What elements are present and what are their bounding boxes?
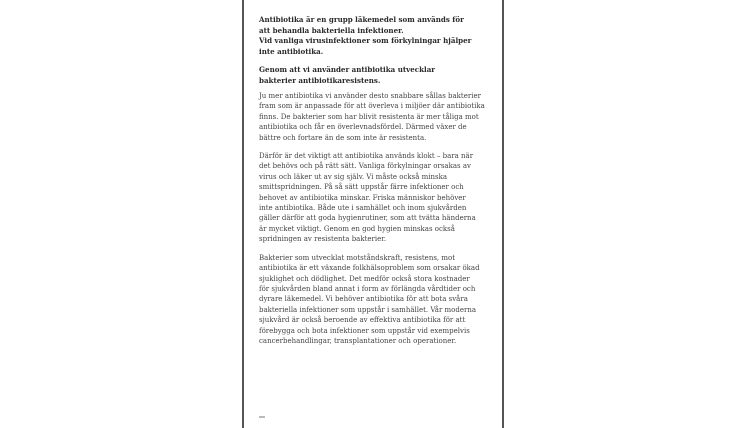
text-line: bakterier antibiotikaresistens. <box>259 75 381 85</box>
document-content <box>259 0 491 346</box>
text-line: för sjukvården bland annat i form av förlängda vårdtider och <box>259 284 476 293</box>
text-line: bättre och fortare än de som inte är resistenta. <box>259 133 427 142</box>
page-footer-mark <box>259 416 265 418</box>
document-page <box>242 0 504 428</box>
text-line: cancerbehandlingar, transplantationer och operationer. <box>259 336 457 345</box>
body-paragraph-1 <box>259 91 491 143</box>
text-line: fram som är anpassade för att överleva i miljöer där antibiotika <box>259 102 485 111</box>
text-line: är mycket viktigt. Genom en god hygien minskas också <box>259 224 455 233</box>
text-line: förebygga och bota infektioner som uppstår vid exempelvis <box>259 326 470 335</box>
text-line: Antibiotika är en grupp läkemedel som används för <box>259 15 464 24</box>
text-line: smittspridningen. På så sätt uppstår färre infektioner och <box>259 183 464 192</box>
text-line: att behandla bakteriella infektioner. <box>259 25 404 35</box>
lead-paragraph-2 <box>259 65 491 86</box>
lead-paragraph-1 <box>259 15 491 57</box>
text-line: behovet av antibiotika minskar. Friska människor behöver <box>259 193 466 202</box>
text-line: Ju mer antibiotika vi använder desto snabbare sållas bakterier <box>259 92 481 100</box>
text-line: bakteriella infektioner som uppstår i samhället. Vår moderna <box>259 305 477 314</box>
text-line: spridningen av resistenta bakterier. <box>259 235 387 244</box>
text-line: det behövs och på rätt sätt. Vanliga förkylningar orsakas av <box>259 162 471 171</box>
body-paragraph-2 <box>259 151 491 245</box>
body-paragraph-3 <box>259 253 491 347</box>
text-line: sjukvård är också beroende av effektiva antibiotika för att <box>259 316 466 325</box>
text-line: Därför är det viktigt att antibiotika används klokt – bara när <box>259 152 474 161</box>
text-line: virus och läker ut av sig själv. Vi måste också minska <box>259 172 448 181</box>
text-line: gäller därför att goda hygienrutiner, som att tvätta händerna <box>259 214 476 223</box>
text-line: Genom att vi använder antibiotika utvecklar <box>259 65 436 74</box>
text-line: Vid vanliga virusinfektioner som förkylningar hjälper <box>259 36 472 45</box>
text-line: dyrare läkemedel. Vi behöver antibiotika för att bota svåra <box>259 295 468 304</box>
text-line: antibiotika är ett växande folkhälsoproblem som orsakar ökad <box>259 264 480 273</box>
text-line: inte antibiotika. <box>259 46 324 56</box>
text-line: finns. De bakterier som har blivit resistenta är mer tåliga mot <box>259 112 479 121</box>
text-line: antibiotika och får en överlevnadsfördel. Därmed växer de <box>259 123 467 132</box>
text-line: sjuklighet och dödlighet. Det medför också stora kostnader <box>259 274 470 283</box>
text-line: Bakterier som utvecklat motståndskraft, resistens, mot <box>259 253 456 262</box>
text-line: inte antibiotika. Både ute i samhället och inom sjukvården <box>259 204 467 213</box>
